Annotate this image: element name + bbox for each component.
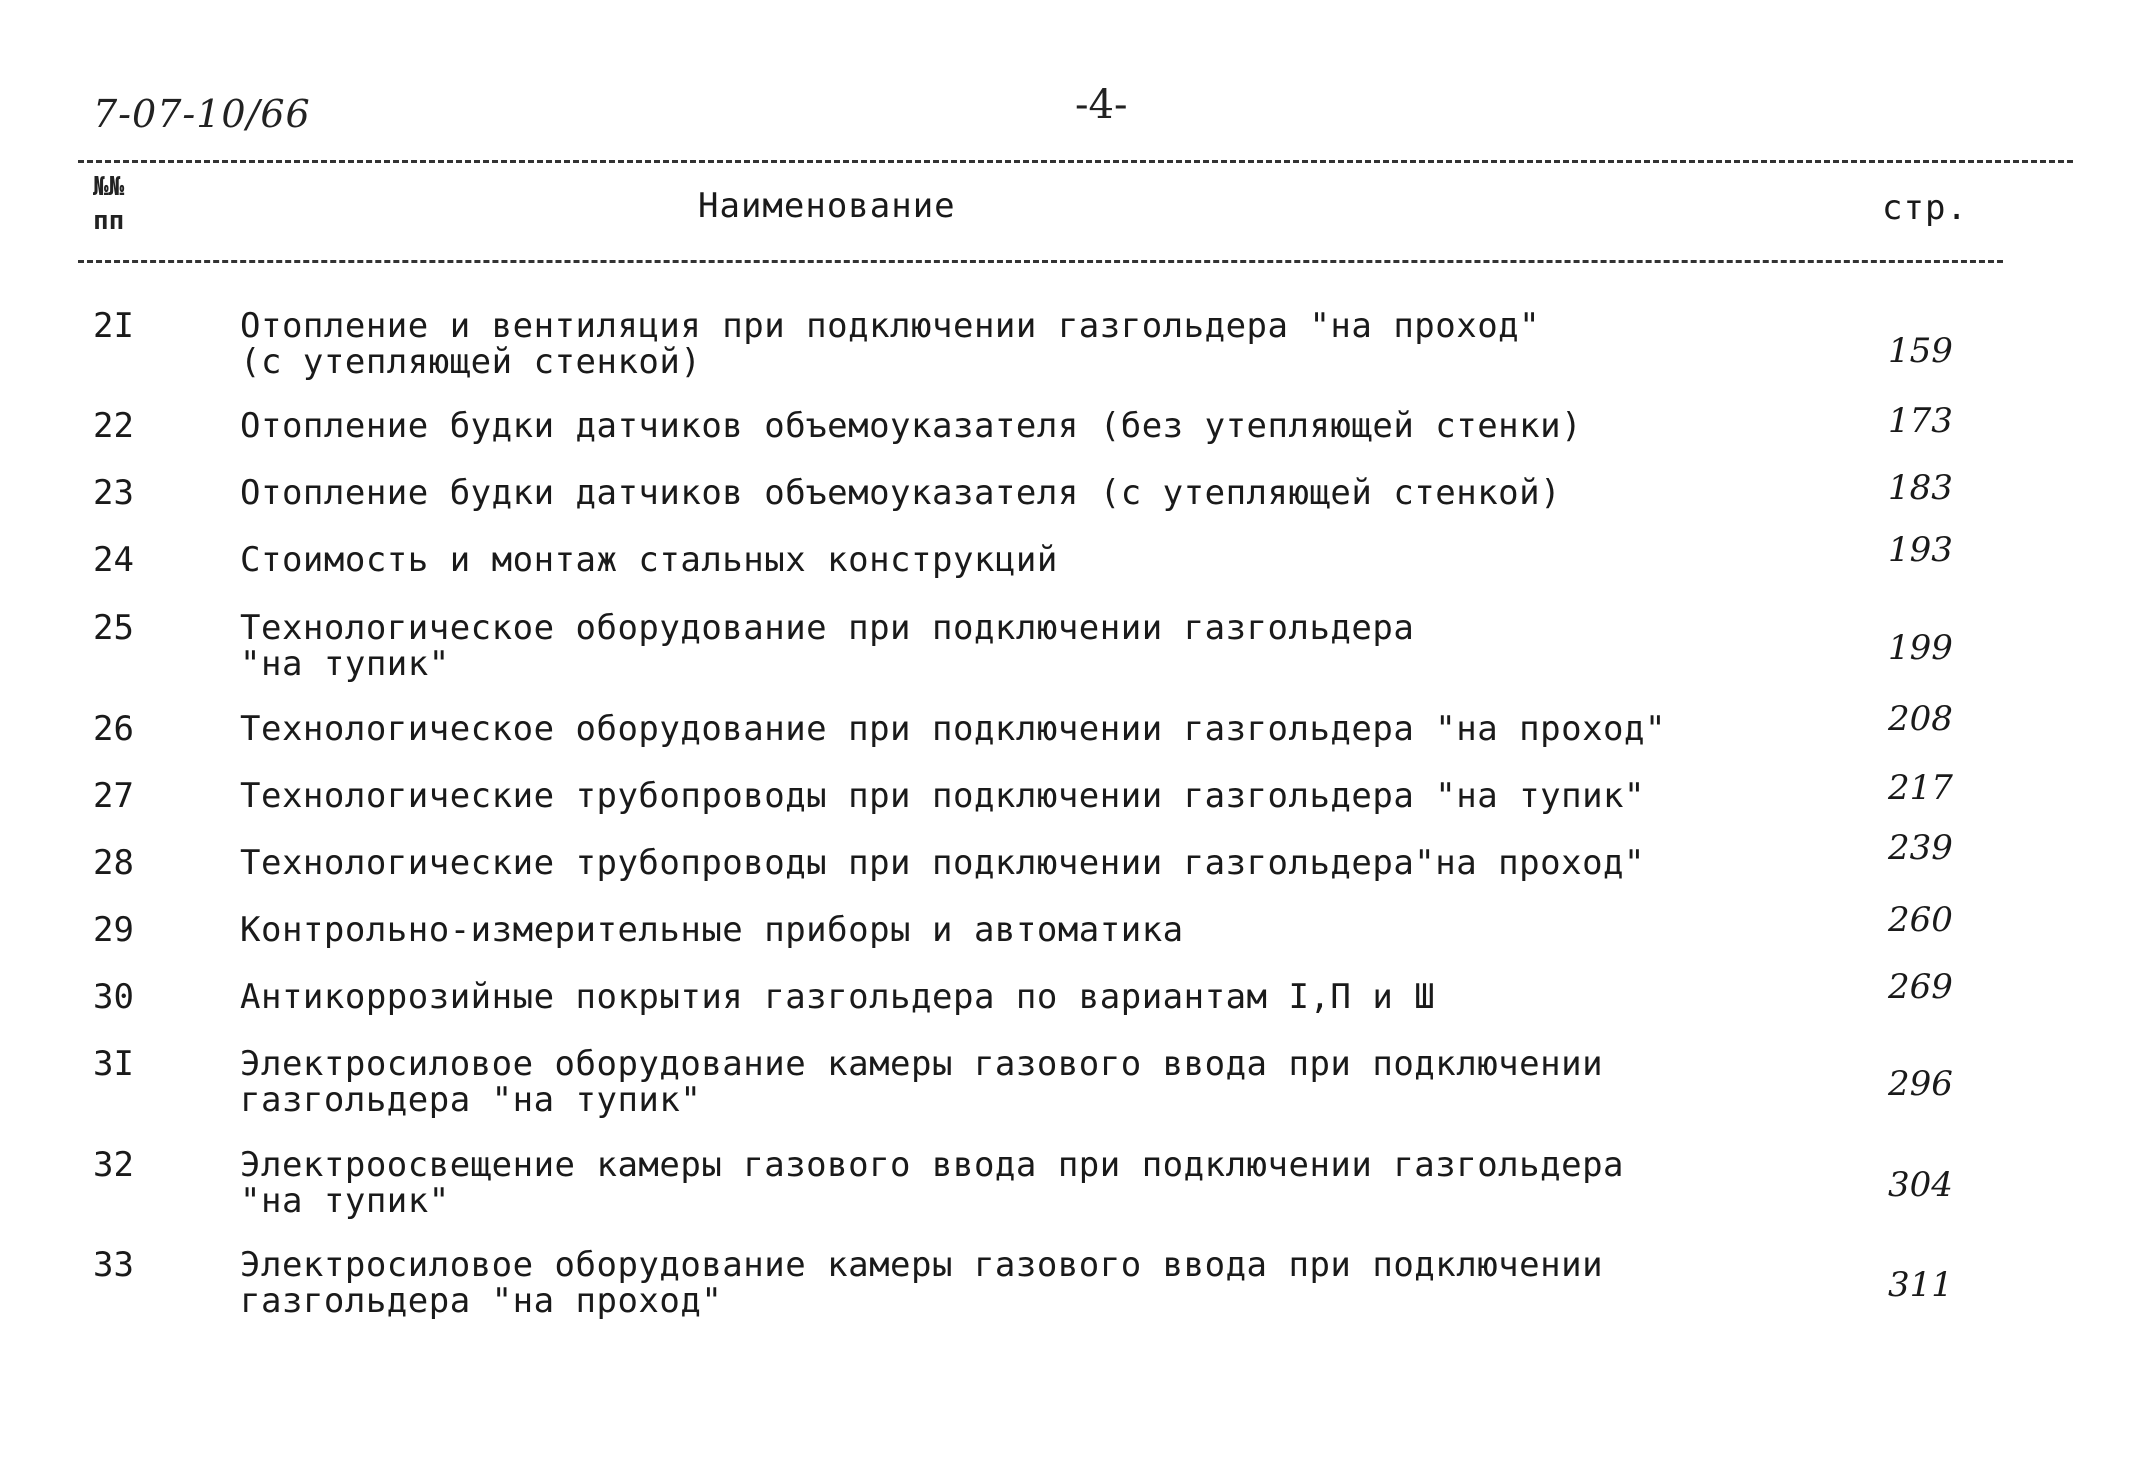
- row-page: 296: [1888, 1064, 1953, 1104]
- row-title: [240, 542, 1840, 578]
- column-header-title: Наименование: [698, 186, 956, 226]
- row-page: 304: [1888, 1165, 1953, 1205]
- row-title-line: Антикоррозийные покрытия газгольдера по вариантам I,П и Ш: [240, 977, 1436, 1017]
- row-title: [240, 979, 1840, 1015]
- row-page: 183: [1888, 468, 1953, 508]
- row-page: 260: [1888, 900, 1953, 940]
- row-number: 3I: [93, 1044, 134, 1084]
- row-title-line: Контрольно-измерительные приборы и автоматика: [240, 910, 1184, 950]
- row-title: [240, 408, 1840, 444]
- row-title: [240, 308, 1840, 380]
- row-title-line: Электросиловое оборудование камеры газового ввода при подключении: [240, 1044, 1604, 1084]
- row-title-line: "на тупик": [240, 1181, 450, 1221]
- row-title-line: Отопление будки датчиков объемоуказателя (с утепляющей стенкой): [240, 473, 1562, 513]
- row-number: 22: [93, 406, 134, 446]
- row-title: [240, 711, 1840, 747]
- row-title-line: Электроосвещение камеры газового ввода при подключении газгольдера: [240, 1145, 1625, 1185]
- row-page: 173: [1888, 401, 1953, 441]
- row-title: [240, 845, 1840, 881]
- row-title: [240, 912, 1840, 948]
- row-title-line: "на тупик": [240, 644, 450, 684]
- column-header-number-line2: пп: [93, 206, 125, 236]
- document-code: 7-07-10/66: [93, 92, 311, 136]
- row-title-line: Технологические трубопроводы при подключении газгольдера"на проход": [240, 843, 1645, 883]
- page-number: -4-: [1075, 82, 1128, 128]
- row-number: 33: [93, 1245, 134, 1285]
- row-page: 269: [1888, 967, 1953, 1007]
- row-page: 159: [1888, 331, 1953, 371]
- column-header-number-line1: №№: [93, 172, 125, 202]
- row-title: [240, 778, 1840, 814]
- row-title-line: Технологическое оборудование при подключении газгольдера "на проход": [240, 709, 1666, 749]
- row-number: 23: [93, 473, 134, 513]
- row-page: 199: [1888, 628, 1953, 668]
- row-title-line: Электросиловое оборудование камеры газового ввода при подключении: [240, 1245, 1604, 1285]
- row-number: 27: [93, 776, 134, 816]
- row-page: 208: [1888, 699, 1953, 739]
- row-title-line: газгольдера "на проход": [240, 1281, 723, 1321]
- row-number: 2I: [93, 306, 134, 346]
- row-title-line: Стоимость и монтаж стальных конструкций: [240, 540, 1058, 580]
- row-title-line: Отопление будки датчиков объемоуказателя (без утепляющей стенки): [240, 406, 1583, 446]
- row-title: [240, 610, 1840, 682]
- row-page: 311: [1888, 1265, 1953, 1305]
- row-number: 25: [93, 608, 134, 648]
- row-title-line: газгольдера "на тупик": [240, 1080, 702, 1120]
- row-title: [240, 475, 1840, 511]
- row-page: 239: [1888, 828, 1953, 868]
- row-page: 193: [1888, 530, 1953, 570]
- row-number: 28: [93, 843, 134, 883]
- row-title: [240, 1247, 1840, 1319]
- row-title: [240, 1046, 1840, 1118]
- row-title: [240, 1147, 1840, 1219]
- row-number: 24: [93, 540, 134, 580]
- row-title-line: Технологические трубопроводы при подключении газгольдера "на тупик": [240, 776, 1645, 816]
- row-number: 30: [93, 977, 134, 1017]
- row-page: 217: [1888, 768, 1953, 808]
- row-number: 32: [93, 1145, 134, 1185]
- row-number: 29: [93, 910, 134, 950]
- column-header-page: стр.: [1882, 188, 1968, 228]
- row-number: 26: [93, 709, 134, 749]
- row-title-line: Технологическое оборудование при подключении газгольдера: [240, 608, 1415, 648]
- row-title-line: Отопление и вентиляция при подключении газгольдера "на проход": [240, 306, 1541, 346]
- row-title-line: (с утепляющей стенкой): [240, 342, 702, 382]
